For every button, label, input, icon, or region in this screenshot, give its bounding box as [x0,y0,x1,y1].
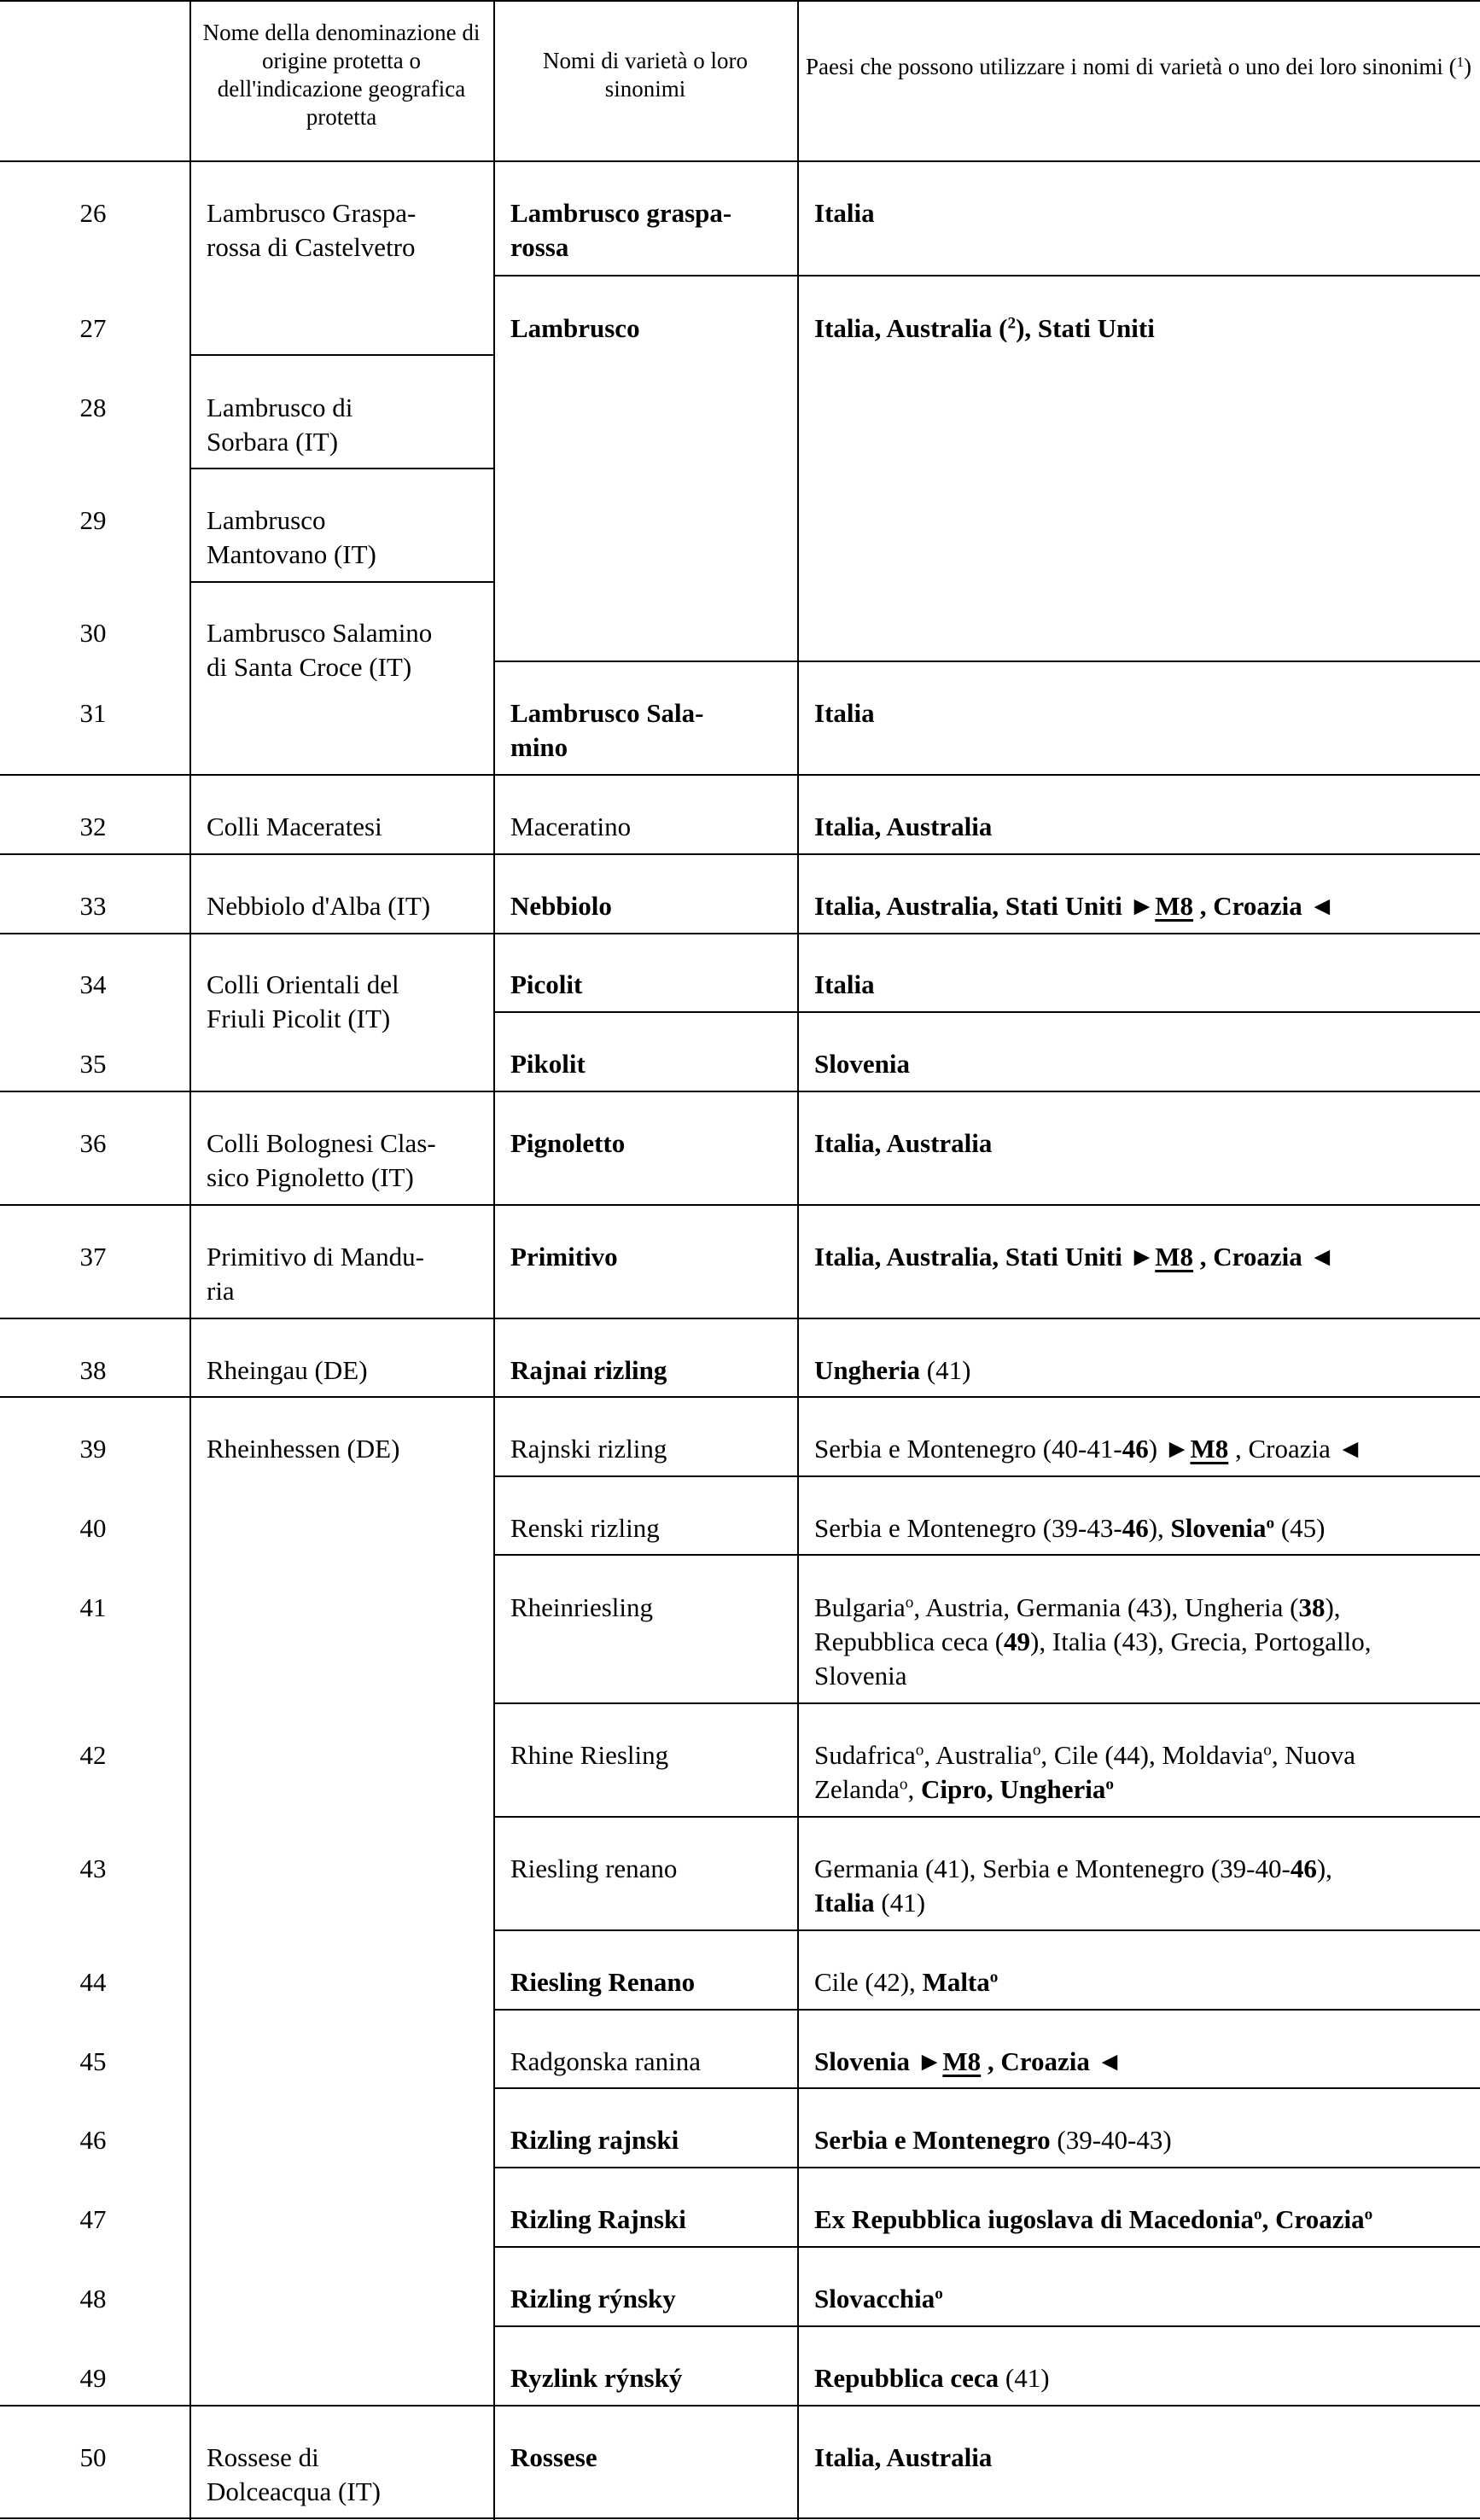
degree-mark: o [899,1775,908,1794]
row-number: 48 [79,2284,107,2313]
variety-name: Rizling rýnsky [510,2284,676,2313]
variety-name: Riesling renano [510,1854,678,1883]
row-rule [493,661,1480,662]
countries-text: ), [1316,1854,1332,1883]
amendment-open-marker: ► [1128,891,1156,921]
variety-name: Maceratino [510,812,632,841]
designation-line: di Santa Croce (IT) [207,652,412,682]
variety-name: Riesling Renano [510,1967,696,1997]
row-number: 43 [79,1854,107,1883]
countries-cell [814,311,1155,346]
countries-text: Slovenia [1170,1513,1267,1543]
variety-name [510,196,731,265]
countries-cell [814,2123,1172,2157]
countries-text: ), Italia (43), Grecia, Portogallo, [1030,1627,1372,1656]
row-number: 50 [79,2442,107,2472]
row-rule [493,1702,1480,1704]
countries-text: Malta [922,1967,990,1997]
row-rule [493,2167,1480,2168]
row-number: 46 [79,2125,107,2155]
variety-name: Renski rizling [510,1513,660,1543]
degree-mark: o [905,1593,914,1612]
variety-name: Rhine Riesling [510,1740,669,1770]
designation-line: Mantovano (IT) [207,539,376,569]
variety-name: Rheinriesling [510,1592,654,1622]
countries-text: 46 [1122,1434,1149,1464]
countries-line [814,1591,1371,1625]
countries-text: Ex Repubblica iugoslava di Macedonia [814,2204,1255,2234]
row-number: 32 [79,812,107,841]
row-rule [189,581,493,583]
countries-text: 38 [1298,1592,1326,1622]
row-rule [493,1554,1480,1556]
countries-text: , Nuova [1271,1740,1356,1770]
variety-name: Radgonska ranina [510,2046,701,2076]
row-rule [189,468,493,469]
countries-text: Slovacchia [814,2284,935,2313]
header-col-designation: Nome della denominazione di origine protetta o dell'indicazione geografica protetta [202,20,481,130]
row-number: 45 [79,2046,107,2076]
countries-text: ), [1325,1592,1341,1622]
countries-line [814,1738,1355,1772]
countries-cell [814,1240,1335,1274]
amendment-close-marker: ◄ [1096,2046,1123,2076]
countries-cell [814,1852,1332,1920]
row-number: 38 [79,1355,107,1385]
designation-name [207,968,399,1036]
designation-line: Lambrusco [207,505,326,535]
row-rule [493,1816,1480,1818]
countries-text: , Croazia [1193,891,1309,921]
row-rule [493,1475,1480,1477]
header-col-countries-text: Paesi che possono utilizzare i nomi di varietà o uno dei loro sinonimi [806,54,1443,79]
row-number: 42 [79,1740,107,1770]
countries-text: Repubblica ceca ( [814,1627,1005,1656]
row-rule [0,1318,1480,1319]
degree-mark: o [989,1968,999,1987]
amendment-close-marker: ◄ [1337,1434,1364,1464]
designation-name: Rheingau (DE) [207,1355,368,1385]
countries-text: ), Stati Uniti [1016,313,1155,343]
variety-name: Pikolit [510,1049,586,1079]
countries-line [814,1852,1332,1886]
variety-name: Rajnski rizling [510,1434,667,1464]
designation-name [207,616,432,684]
countries-cell [814,2045,1122,2079]
designation-line: Lambrusco Graspa- [207,198,417,228]
countries-text: Repubblica ceca [814,2363,999,2393]
row-rule [0,774,1480,776]
countries-text: Serbia e Montenegro [814,2125,1051,2155]
header-col-varieties: Nomi di varietà o loro sinonimi [543,48,748,102]
countries-text: , Cile (44), Moldavia [1040,1740,1264,1770]
top-border [0,0,1480,2]
countries-cell [814,2361,1050,2395]
degree-mark: o [1263,1741,1272,1760]
countries-text: Germania (41), Serbia e Montenegro (39-40- [814,1854,1291,1883]
variety-line: Lambrusco Sala- [510,698,704,728]
variety-name: Rossese [510,2442,597,2472]
amendment-code [1155,1242,1193,1272]
designation-name [207,1126,436,1195]
row-rule [493,2246,1480,2248]
countries-text: Bulgaria [814,1592,906,1622]
row-number: 28 [79,393,107,422]
countries-line [814,1625,1371,1659]
row-number: 40 [79,1513,107,1543]
variety-line: mino [510,732,568,762]
row-number: 33 [79,891,107,921]
amendment-code [1190,1434,1228,1464]
countries-cell [814,1965,998,1999]
row-number: 35 [79,1049,107,1079]
row-rule [493,2009,1480,2011]
row-rule [0,933,1480,934]
amendment-open-marker: ► [916,2046,943,2076]
countries-cell: Italia [814,198,875,228]
countries-text: Italia, Australia, Stati Uniti [814,891,1129,921]
designation-line: Lambrusco Salamino [207,618,433,648]
countries-text: , Austria, Germania (43), Ungheria ( [913,1592,1299,1622]
countries-text: , Australia [924,1740,1033,1770]
countries-text: Zelanda [814,1774,900,1804]
countries-text: Ungheria [814,1355,920,1385]
variety-line: Lambrusco graspa- [510,198,732,228]
countries-cell [814,1432,1363,1466]
amendment-code-text: M8 [942,2046,982,2076]
designation-line: Rossese di [207,2442,319,2472]
countries-text: Serbia e Montenegro (40-41- [814,1434,1122,1464]
countries-text: , Croazia [981,2046,1097,2076]
variety-name: Rajnai rizling [510,1355,667,1385]
countries-text: , Croazia [1261,2204,1365,2234]
row-number: 29 [79,505,107,535]
col-divider-2 [493,0,495,2520]
bottom-border [0,2517,1480,2519]
countries-cell [814,2282,943,2316]
designation-line: sico Pignoletto (IT) [207,1162,414,1192]
footnote-mark: 2 [1007,314,1017,333]
variety-name: Nebbiolo [510,891,612,921]
amendment-open-marker: ► [1128,1242,1156,1272]
countries-text: Slovenia [814,2046,917,2076]
col-divider-3 [797,0,799,2520]
row-number: 49 [79,2363,107,2393]
row-rule [493,2325,1480,2327]
amendment-code-text: M8 [1155,891,1194,921]
countries-cell [814,1511,1326,1545]
row-rule [189,354,493,356]
countries-cell: Italia [814,698,875,728]
row-number: 37 [79,1242,107,1272]
countries-cell: Slovenia [814,1049,910,1079]
row-number: 41 [79,1592,107,1622]
variety-name: Lambrusco [510,313,640,343]
designation-line: Friuli Picolit (IT) [207,1004,391,1033]
amendment-code [1155,891,1193,921]
countries-cell [814,1738,1355,1807]
header-col-countries: Paesi che possono utilizzare i nomi di varietà o uno dei loro sinonimi ($^1$) [806,53,1471,79]
degree-mark: o [1364,2205,1373,2224]
row-rule [493,1929,1480,1931]
countries-text: (39-40-43) [1050,2125,1172,2155]
designation-line: Dolceacqua (IT) [207,2476,381,2506]
designation-line: Colli Bolognesi Clas- [207,1128,436,1158]
variety-name: Pignoletto [510,1128,626,1158]
row-rule [0,1091,1480,1092]
countries-text: ) [1148,1434,1164,1464]
row-number: 30 [79,618,107,648]
row-number: 39 [79,1434,107,1464]
col-divider-1 [189,0,191,2520]
row-number: 31 [79,698,107,728]
countries-line [814,1772,1355,1807]
countries-text: (41) [999,2363,1050,2393]
row-rule [493,1011,1480,1013]
countries-text: , Croazia [1193,1242,1309,1272]
countries-cell: Italia, Australia [814,812,993,841]
countries-cell: Italia [814,969,875,999]
countries-cell [814,889,1335,923]
designation-name [207,503,376,572]
row-rule [493,275,1480,276]
countries-line: Slovenia [814,1661,907,1691]
amendment-close-marker: ◄ [1308,1242,1336,1272]
countries-text: Italia [814,1888,875,1918]
countries-text: ), [1148,1513,1171,1543]
designation-name: Colli Maceratesi [207,812,382,841]
designation-name [207,391,353,459]
countries-cell [814,1353,970,1388]
designation-name [207,2441,381,2509]
variety-name: Picolit [510,969,583,999]
degree-mark: o [1254,2205,1262,2224]
countries-text: Sudafrica [814,1740,916,1770]
row-number: 36 [79,1128,107,1158]
countries-line [814,1886,1332,1920]
countries-text: , Croazia [1228,1434,1337,1464]
countries-cell: Italia, Australia [814,1128,993,1158]
designation-line: Lambrusco di [207,393,353,422]
countries-text: Italia, Australia, Stati Uniti [814,1242,1129,1272]
amendment-code-text: M8 [1155,1242,1194,1272]
countries-text: 49 [1004,1627,1031,1656]
countries-cell: Italia, Australia [814,2442,993,2472]
countries-text: (41) [920,1355,971,1385]
degree-mark: o [1266,1514,1275,1533]
degree-mark: o [915,1741,924,1760]
degree-mark: o [935,2284,943,2303]
header-bottom-rule [0,160,1480,162]
variety-name: Primitivo [510,1242,618,1272]
row-number: 47 [79,2204,107,2234]
countries-text: Serbia e Montenegro (39-43- [814,1513,1122,1543]
degree-mark: o [1032,1741,1041,1760]
designation-line: Primitivo di Mandu- [207,1242,424,1272]
countries-text: Cile (42), [814,1967,923,1997]
designation-line: ria [207,1276,235,1306]
countries-text: , [907,1774,921,1804]
variety-name: Rizling rajnski [510,2125,679,2155]
variety-name: Rizling Rajnski [510,2204,686,2234]
designation-name: Rheinhessen (DE) [207,1434,400,1464]
row-rule [0,853,1480,855]
countries-text: 46 [1290,1854,1317,1883]
amendment-code [942,2046,981,2076]
designation-line: rossa di Castelvetro [207,232,416,262]
countries-text: (41) [874,1888,926,1918]
designation-name: Nebbiolo d'Alba (IT) [207,891,431,921]
countries-text: Cipro, Ungheria [920,1774,1106,1804]
footnote-mark: 1 [1456,53,1464,70]
designation-name [207,196,416,265]
countries-cell [814,1591,1371,1693]
countries-cell [814,2203,1372,2237]
row-number: 34 [79,969,107,999]
degree-mark: o [1105,1775,1114,1794]
row-rule [0,2405,1480,2407]
row-number: 26 [79,198,107,228]
variety-name: Ryzlink rýnský [510,2363,683,2393]
row-rule [493,2087,1480,2089]
designation-name [207,1240,424,1308]
designation-line: Colli Orientali del [207,969,399,999]
amendment-code-text: M8 [1190,1434,1229,1464]
row-rule [0,1204,1480,1206]
countries-text: Italia, Australia ( [814,313,1008,343]
designation-line: Sorbara (IT) [207,427,339,457]
countries-text: (45) [1274,1513,1326,1543]
amendment-open-marker: ► [1163,1434,1191,1464]
row-number: 44 [79,1967,107,1997]
row-rule [0,1396,1480,1398]
row-number: 27 [79,313,107,343]
amendment-close-marker: ◄ [1308,891,1336,921]
variety-line: rossa [510,232,569,262]
variety-name [510,696,704,765]
countries-text: 46 [1122,1513,1149,1543]
